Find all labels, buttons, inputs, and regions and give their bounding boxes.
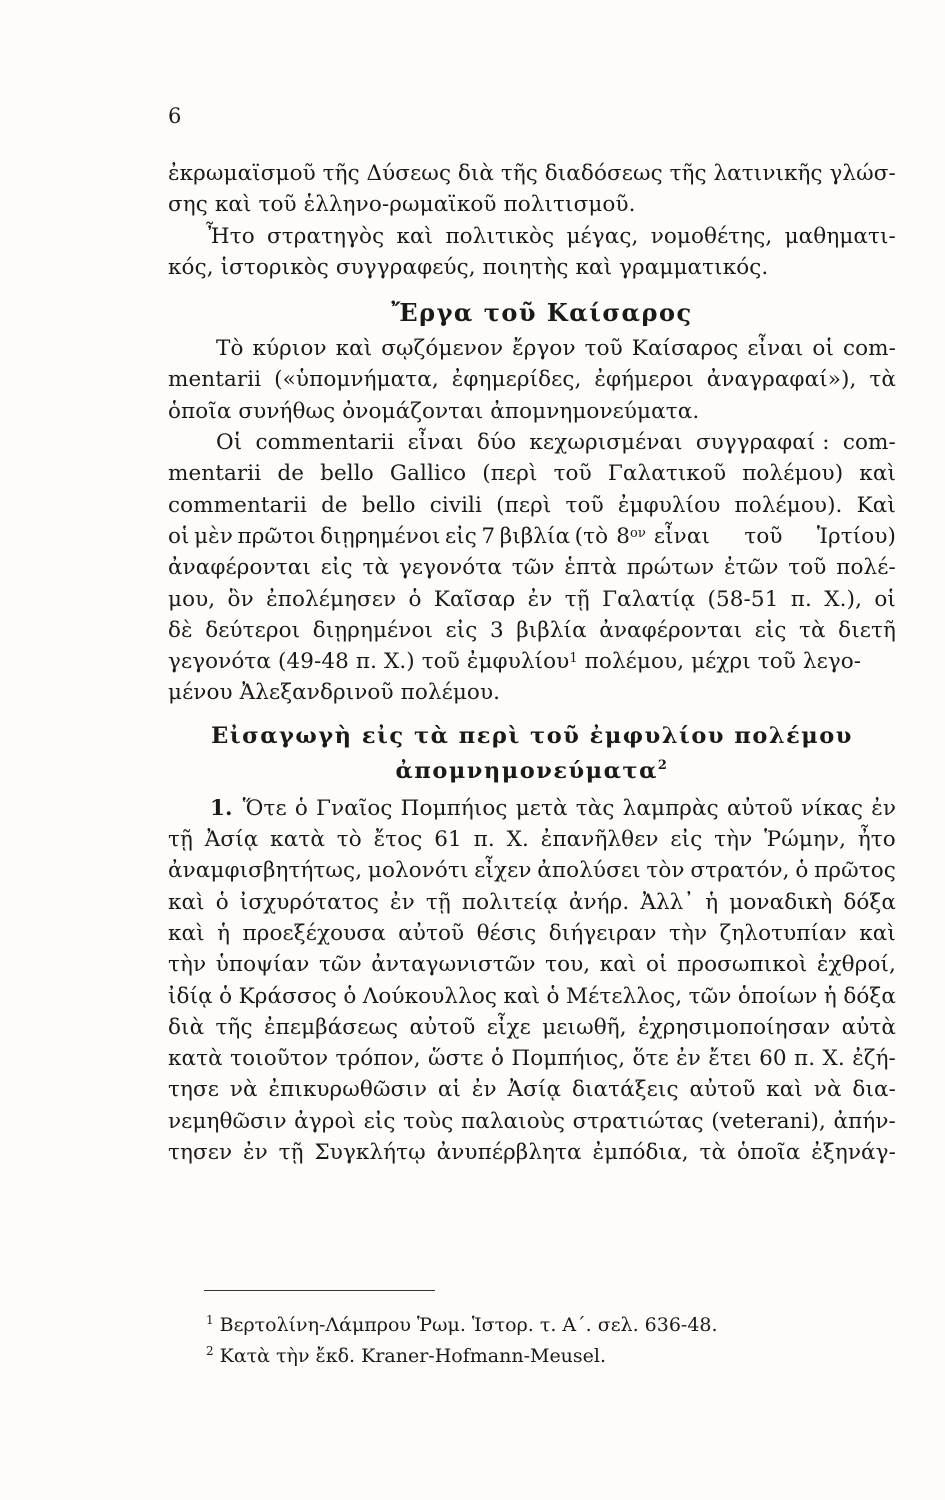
word: προσωπικοὶ bbox=[677, 952, 808, 978]
word: διήγειραν bbox=[548, 920, 657, 946]
word: πρώτων bbox=[626, 555, 715, 581]
word: ἐν bbox=[527, 586, 553, 612]
word: ὁ bbox=[219, 983, 233, 1009]
word: τοῦ bbox=[788, 555, 827, 581]
word: ἦτο bbox=[857, 827, 896, 853]
word: ἀναμφισβητήτως, bbox=[168, 858, 363, 884]
word: μου, bbox=[168, 586, 216, 612]
word: bello bbox=[320, 461, 374, 487]
word: βιβλία bbox=[499, 523, 571, 549]
word: π. bbox=[793, 1046, 816, 1072]
text-line bbox=[168, 793, 896, 824]
word: ἐπικυρωθῶσιν bbox=[268, 1077, 428, 1103]
text-line bbox=[168, 221, 896, 252]
word: Πομπήιος bbox=[400, 795, 508, 821]
word: οἱ bbox=[168, 523, 190, 549]
text-segment: πολέμου, μέχρι τοῦ λεγο- bbox=[584, 649, 862, 675]
word: ἔτει bbox=[708, 1046, 752, 1072]
text-line bbox=[168, 1043, 896, 1074]
word: δύο bbox=[476, 430, 517, 456]
word: πολιτείᾳ bbox=[461, 889, 558, 915]
word: τῇ bbox=[425, 889, 451, 915]
word: ἐχρησιμοποίησαν bbox=[638, 1014, 831, 1040]
word: αὐτοῦ bbox=[726, 795, 793, 821]
word: ἀναφέρονται bbox=[599, 617, 743, 643]
word: λαμπρὰς bbox=[622, 795, 719, 821]
word: ἀναγραφαί»), bbox=[706, 367, 857, 393]
section-heading-intro-line2 bbox=[168, 753, 896, 793]
word: ὃν bbox=[227, 586, 254, 612]
word: δια- bbox=[852, 1077, 896, 1103]
word: πρῶτοι bbox=[237, 523, 316, 549]
text-line bbox=[168, 646, 896, 677]
word: τὴν bbox=[714, 827, 753, 853]
word: ἐν bbox=[676, 1046, 701, 1072]
word: καὶ bbox=[859, 461, 896, 487]
word: καὶ bbox=[766, 1077, 803, 1103]
ordinal-suffix: ον bbox=[629, 525, 646, 541]
word: διὰ bbox=[457, 161, 495, 186]
word: οἱ bbox=[645, 952, 668, 978]
word: τῆς bbox=[322, 161, 360, 186]
word: θέσις bbox=[476, 920, 537, 946]
word: ἐτῶν bbox=[723, 555, 779, 581]
word: (τὸ bbox=[574, 523, 609, 549]
word: ζηλοτυπίαν bbox=[719, 920, 847, 946]
word: συγγραφαί : bbox=[695, 430, 830, 456]
word: τησε bbox=[168, 1077, 219, 1103]
heading-text: ἀπομνημονεύματα bbox=[395, 757, 658, 784]
word: πολέμου) bbox=[742, 461, 844, 487]
text-line bbox=[168, 158, 896, 189]
word: στρατιώτας bbox=[572, 1108, 704, 1134]
word: ἰσχυρότατος bbox=[239, 889, 379, 915]
word: κύριον bbox=[252, 336, 327, 362]
word: (περὶ bbox=[496, 492, 552, 518]
word: Καὶ bbox=[856, 492, 896, 518]
word: mentarii bbox=[168, 367, 262, 393]
footnote-ref: 1 bbox=[569, 651, 578, 667]
word: ἀνταγωνιστῶν bbox=[371, 952, 536, 978]
text-line bbox=[168, 887, 896, 918]
text-line bbox=[168, 333, 896, 364]
word: διατάξεις bbox=[571, 1077, 679, 1103]
word: εἰς bbox=[670, 827, 703, 853]
word: στρατηγὸς bbox=[267, 223, 385, 249]
word: δόξα bbox=[843, 983, 896, 1009]
word: δόξα bbox=[843, 889, 896, 915]
word: εἶναι bbox=[747, 336, 804, 362]
word: τοῦ bbox=[553, 461, 592, 487]
word: διῃρημένοι bbox=[320, 523, 441, 549]
word: ὁποῖα bbox=[736, 1140, 801, 1166]
word: εἶναι bbox=[407, 430, 464, 456]
word: Τὸ bbox=[216, 336, 244, 362]
footnote-ref: 2 bbox=[657, 757, 669, 773]
word: Γαλατίᾳ bbox=[602, 586, 696, 612]
word: Καίσαρος bbox=[631, 336, 739, 362]
footnote-text: Κατὰ τὴν ἔκδ. Kraner-Hofmann-Meusel. bbox=[219, 1345, 607, 1367]
word: ἐπανῆλθεν bbox=[540, 827, 659, 853]
word: ἡ bbox=[823, 983, 837, 1009]
text-line bbox=[168, 918, 896, 949]
word: ὥστε bbox=[427, 1046, 484, 1072]
text-words bbox=[168, 521, 608, 552]
word: λατινικῆς bbox=[713, 161, 823, 186]
word: mentarii bbox=[168, 461, 262, 487]
word: ἀγροὶ bbox=[294, 1108, 357, 1134]
footnote-divider bbox=[204, 1290, 435, 1291]
word: τῆς bbox=[215, 1014, 253, 1040]
word: Μέτελλος, bbox=[566, 983, 683, 1009]
text-line bbox=[168, 521, 896, 552]
word: καὶ bbox=[859, 920, 896, 946]
word: de bbox=[321, 492, 348, 518]
word: κατὰ bbox=[168, 1046, 223, 1072]
footnote-mark: 1 bbox=[206, 1313, 214, 1327]
word: τὰς bbox=[575, 795, 615, 821]
word: Ῥώμην, bbox=[764, 827, 847, 853]
word: ὁ bbox=[294, 795, 308, 821]
page-number: 6 bbox=[168, 104, 182, 128]
word: Γναῖος bbox=[316, 795, 393, 821]
word: παλαιοὺς bbox=[460, 1108, 566, 1134]
word: εἰς bbox=[754, 617, 787, 643]
word: ὁ bbox=[795, 858, 809, 884]
word: εἶναι bbox=[653, 523, 710, 549]
word: ἀπολύσει bbox=[537, 858, 641, 884]
text-line bbox=[168, 427, 896, 458]
word: ἀνήρ. bbox=[568, 889, 630, 915]
footnote-2 bbox=[206, 1341, 896, 1372]
word: Χ. bbox=[506, 827, 529, 853]
word: (veterani), bbox=[711, 1108, 826, 1134]
word: ὁ bbox=[490, 1046, 505, 1072]
word: ὁ bbox=[343, 983, 357, 1009]
text-line: ὁποῖα συνήθως ὀνομάζονται ἀπομνημονεύματα. bbox=[168, 398, 700, 424]
word: αὐτοῦ bbox=[398, 920, 465, 946]
word: 3 bbox=[489, 617, 504, 643]
text-segment: γεγονότα (49-48 π. Χ.) τοῦ ἐμφυλίου bbox=[168, 649, 570, 675]
word: Ἱρτίου) bbox=[816, 523, 896, 549]
word: δεύτεροι bbox=[205, 617, 301, 643]
section-number: 1. bbox=[210, 795, 233, 821]
word: διαδόσεως bbox=[544, 161, 663, 186]
word: αὐτοῦ bbox=[409, 1014, 476, 1040]
word: μαθηματι- bbox=[784, 223, 896, 249]
word: τοῦ bbox=[565, 492, 604, 518]
word: com- bbox=[842, 336, 896, 362]
word: ἐχθροί, bbox=[816, 952, 896, 978]
word: ἐζή- bbox=[852, 1046, 896, 1072]
word: νὰ bbox=[813, 1077, 842, 1103]
word: τοὺς bbox=[403, 1108, 454, 1134]
word: τῶν bbox=[318, 952, 362, 978]
body-text bbox=[168, 158, 896, 1168]
word: τοῦ bbox=[584, 336, 623, 362]
word: Χ.), bbox=[824, 586, 863, 612]
word: εἰς bbox=[445, 617, 478, 643]
word: διετῆ bbox=[838, 617, 896, 643]
word: 7 bbox=[481, 523, 496, 549]
word: Λούκουλλος bbox=[362, 983, 498, 1009]
footnote-mark: 2 bbox=[206, 1344, 214, 1358]
word: πολέ- bbox=[836, 555, 896, 581]
word: καὶ bbox=[396, 223, 434, 249]
word: μέγας, bbox=[566, 223, 639, 249]
text-line bbox=[168, 584, 896, 615]
word: civili bbox=[429, 492, 483, 518]
word: τῆς bbox=[500, 161, 538, 186]
word: Κράσσος bbox=[238, 983, 337, 1009]
word: τὴν bbox=[168, 952, 207, 978]
word: ὁποίων bbox=[737, 983, 818, 1009]
word: Ἦτο bbox=[206, 223, 255, 249]
word: γεγονότα bbox=[398, 555, 502, 581]
word: τῇ bbox=[168, 827, 193, 853]
word: αὐτοῦ bbox=[689, 1077, 756, 1103]
word: ἐπολέμησεν bbox=[266, 586, 397, 612]
word: Ἀλλ᾽ bbox=[640, 889, 695, 915]
word: Συγκλήτῳ bbox=[314, 1140, 426, 1166]
text-words bbox=[243, 793, 896, 824]
word: τὰ bbox=[799, 617, 826, 643]
word: π. bbox=[473, 827, 495, 853]
text-line bbox=[168, 615, 896, 646]
word: διῃρημένοι bbox=[312, 617, 434, 643]
word: ἐμφυλίου bbox=[617, 492, 721, 518]
section-heading-intro: Εἰσαγωγὴ εἰς τὰ περὶ τοῦ ἐμφυλίου πολέμου bbox=[211, 722, 853, 749]
word: ἐξηνάγ- bbox=[811, 1140, 896, 1166]
word: κεχωρισμέναι bbox=[529, 430, 683, 456]
word: Χ. bbox=[822, 1046, 845, 1072]
word: τὰ bbox=[699, 1140, 727, 1166]
text-line bbox=[168, 364, 896, 395]
word: αὐτὰ bbox=[841, 1014, 896, 1040]
footnote-1 bbox=[206, 1310, 896, 1341]
word: commentarii bbox=[168, 492, 307, 518]
section-heading-works: Ἔργα τοῦ Καίσαρος bbox=[391, 298, 693, 328]
word: ἐπεμβάσεως bbox=[263, 1014, 399, 1040]
word: ἀπήν- bbox=[833, 1108, 896, 1134]
text-line bbox=[168, 1106, 896, 1137]
word: μὲν bbox=[194, 523, 233, 549]
word: οἱ bbox=[874, 586, 896, 612]
word: μολονότι bbox=[367, 858, 469, 884]
word: ἔργον bbox=[512, 336, 576, 362]
word: τῶν bbox=[511, 555, 555, 581]
word: com- bbox=[842, 430, 896, 456]
word: ἰδίᾳ bbox=[168, 983, 213, 1009]
word: τησεν bbox=[168, 1140, 233, 1166]
word: Ἀσίᾳ bbox=[204, 827, 259, 853]
word: προεξέχουσα bbox=[242, 920, 386, 946]
word: εἰς bbox=[363, 1108, 396, 1134]
word: μειωθῆ, bbox=[542, 1014, 627, 1040]
text-line bbox=[168, 855, 896, 886]
word: τὴν bbox=[669, 920, 708, 946]
word: ἐν bbox=[471, 1077, 497, 1103]
text-line: κός, ἱστορικὸς συγγραφεύς, ποιητὴς καὶ γραμματικός. bbox=[168, 254, 769, 280]
word: ὁ bbox=[408, 586, 422, 612]
word: τρόπον, bbox=[335, 1046, 421, 1072]
word: ἐκρωμαϊσμοῦ bbox=[168, 161, 316, 186]
word: Πομπήιος, bbox=[511, 1046, 626, 1072]
word: βιβλία bbox=[516, 617, 587, 643]
ordinal bbox=[616, 521, 646, 552]
word: ἡ bbox=[217, 920, 231, 946]
word: μετὰ bbox=[515, 795, 568, 821]
word: π. bbox=[790, 586, 812, 612]
text-line bbox=[168, 552, 896, 583]
word: τῇ bbox=[564, 586, 590, 612]
word: Γαλατικοῦ bbox=[607, 461, 727, 487]
footnote-text: Βερτολίνη-Λάμπρου Ῥωμ. Ἱστορ. τ. Α΄. σελ. 636-48. bbox=[219, 1314, 718, 1336]
word: τὸ bbox=[336, 827, 362, 853]
word: ὁ bbox=[546, 983, 560, 1009]
word: καὶ bbox=[168, 889, 205, 915]
text-line bbox=[168, 1012, 896, 1043]
word: πρῶτος bbox=[814, 858, 896, 884]
word: τὰ bbox=[869, 367, 896, 393]
word: commentarii bbox=[255, 430, 395, 456]
text-line bbox=[168, 1074, 896, 1105]
word: σῳζόμενον bbox=[381, 336, 504, 362]
word: («ὑπομνήματα, bbox=[274, 367, 439, 393]
word: 60 bbox=[759, 1046, 787, 1072]
word: ὑποψίαν bbox=[215, 952, 310, 978]
word: Οἱ bbox=[216, 430, 243, 456]
word: στρατόν, bbox=[690, 858, 790, 884]
word: ἔτος bbox=[373, 827, 423, 853]
word: τοῦ bbox=[744, 523, 783, 549]
text-line bbox=[168, 824, 896, 855]
word: ἀναφέρονται bbox=[168, 555, 311, 581]
word: καὶ bbox=[168, 920, 205, 946]
word: ἀνυπέρβλητα bbox=[436, 1140, 582, 1166]
word: ἑπτὰ bbox=[564, 555, 617, 581]
word: του, bbox=[545, 952, 591, 978]
word: οἱ bbox=[812, 336, 834, 362]
text-line bbox=[168, 458, 896, 489]
word: ἐν bbox=[243, 1140, 268, 1166]
word: ἐφημερίδες, bbox=[451, 367, 582, 393]
word: νὰ bbox=[229, 1077, 258, 1103]
word: Καῖσαρ bbox=[433, 586, 516, 612]
word: ὁ bbox=[215, 889, 229, 915]
word: Gallico bbox=[389, 461, 467, 487]
word: καὶ bbox=[599, 952, 637, 978]
word: κατὰ bbox=[270, 827, 325, 853]
word: νομοθέτης, bbox=[650, 223, 773, 249]
word: Ὅτε bbox=[242, 795, 287, 821]
word: διὰ bbox=[168, 1014, 205, 1040]
word: αἱ bbox=[437, 1077, 462, 1103]
text-words bbox=[654, 521, 896, 552]
word: τῇ bbox=[278, 1140, 304, 1166]
word: ἐμπόδια, bbox=[592, 1140, 689, 1166]
word: τῆς bbox=[669, 161, 707, 186]
word: Ἀσίᾳ bbox=[507, 1077, 562, 1103]
word: τὰ bbox=[362, 555, 390, 581]
word: γλώσ- bbox=[829, 161, 896, 186]
word: (περὶ bbox=[482, 461, 538, 487]
word: ἐν bbox=[390, 889, 415, 915]
word: (58-51 bbox=[707, 586, 779, 612]
text-line bbox=[168, 949, 896, 980]
word: ὅτε bbox=[632, 1046, 669, 1072]
word: καὶ bbox=[335, 336, 373, 362]
text-line: σης καὶ τοῦ ἑλληνο-ρωμαϊκοῦ πολιτισμοῦ. bbox=[168, 192, 636, 218]
word: de bbox=[277, 461, 305, 487]
word: τοιοῦτον bbox=[230, 1046, 329, 1072]
word: τὸν bbox=[646, 858, 685, 884]
text-line bbox=[168, 490, 896, 521]
word: πολιτικὸς bbox=[445, 223, 555, 249]
text-line bbox=[168, 1137, 896, 1168]
word: δὲ bbox=[168, 617, 193, 643]
word: εἶχεν bbox=[474, 858, 532, 884]
word: ἐν bbox=[871, 795, 896, 821]
word: νίκας bbox=[801, 795, 864, 821]
word: νεμηθῶσιν bbox=[168, 1108, 287, 1134]
word: καὶ bbox=[503, 983, 541, 1009]
word: εἰς bbox=[444, 523, 477, 549]
text-line: μένου Ἀλεξανδρινοῦ πολέμου. bbox=[168, 680, 501, 706]
word: εἰς bbox=[320, 555, 353, 581]
text-line bbox=[168, 981, 896, 1012]
word: 61 bbox=[434, 827, 462, 853]
footnotes bbox=[206, 1310, 896, 1372]
word: Δύσεως bbox=[366, 161, 452, 186]
word: bello bbox=[361, 492, 416, 518]
word: ἐφήμεροι bbox=[594, 367, 694, 393]
ordinal-number: 8 bbox=[616, 523, 630, 549]
word: μοναδικὴ bbox=[729, 889, 833, 915]
word: εἶχε bbox=[486, 1014, 531, 1040]
word: τῶν bbox=[688, 983, 732, 1009]
word: ἡ bbox=[705, 889, 719, 915]
word: πολέμου). bbox=[734, 492, 843, 518]
